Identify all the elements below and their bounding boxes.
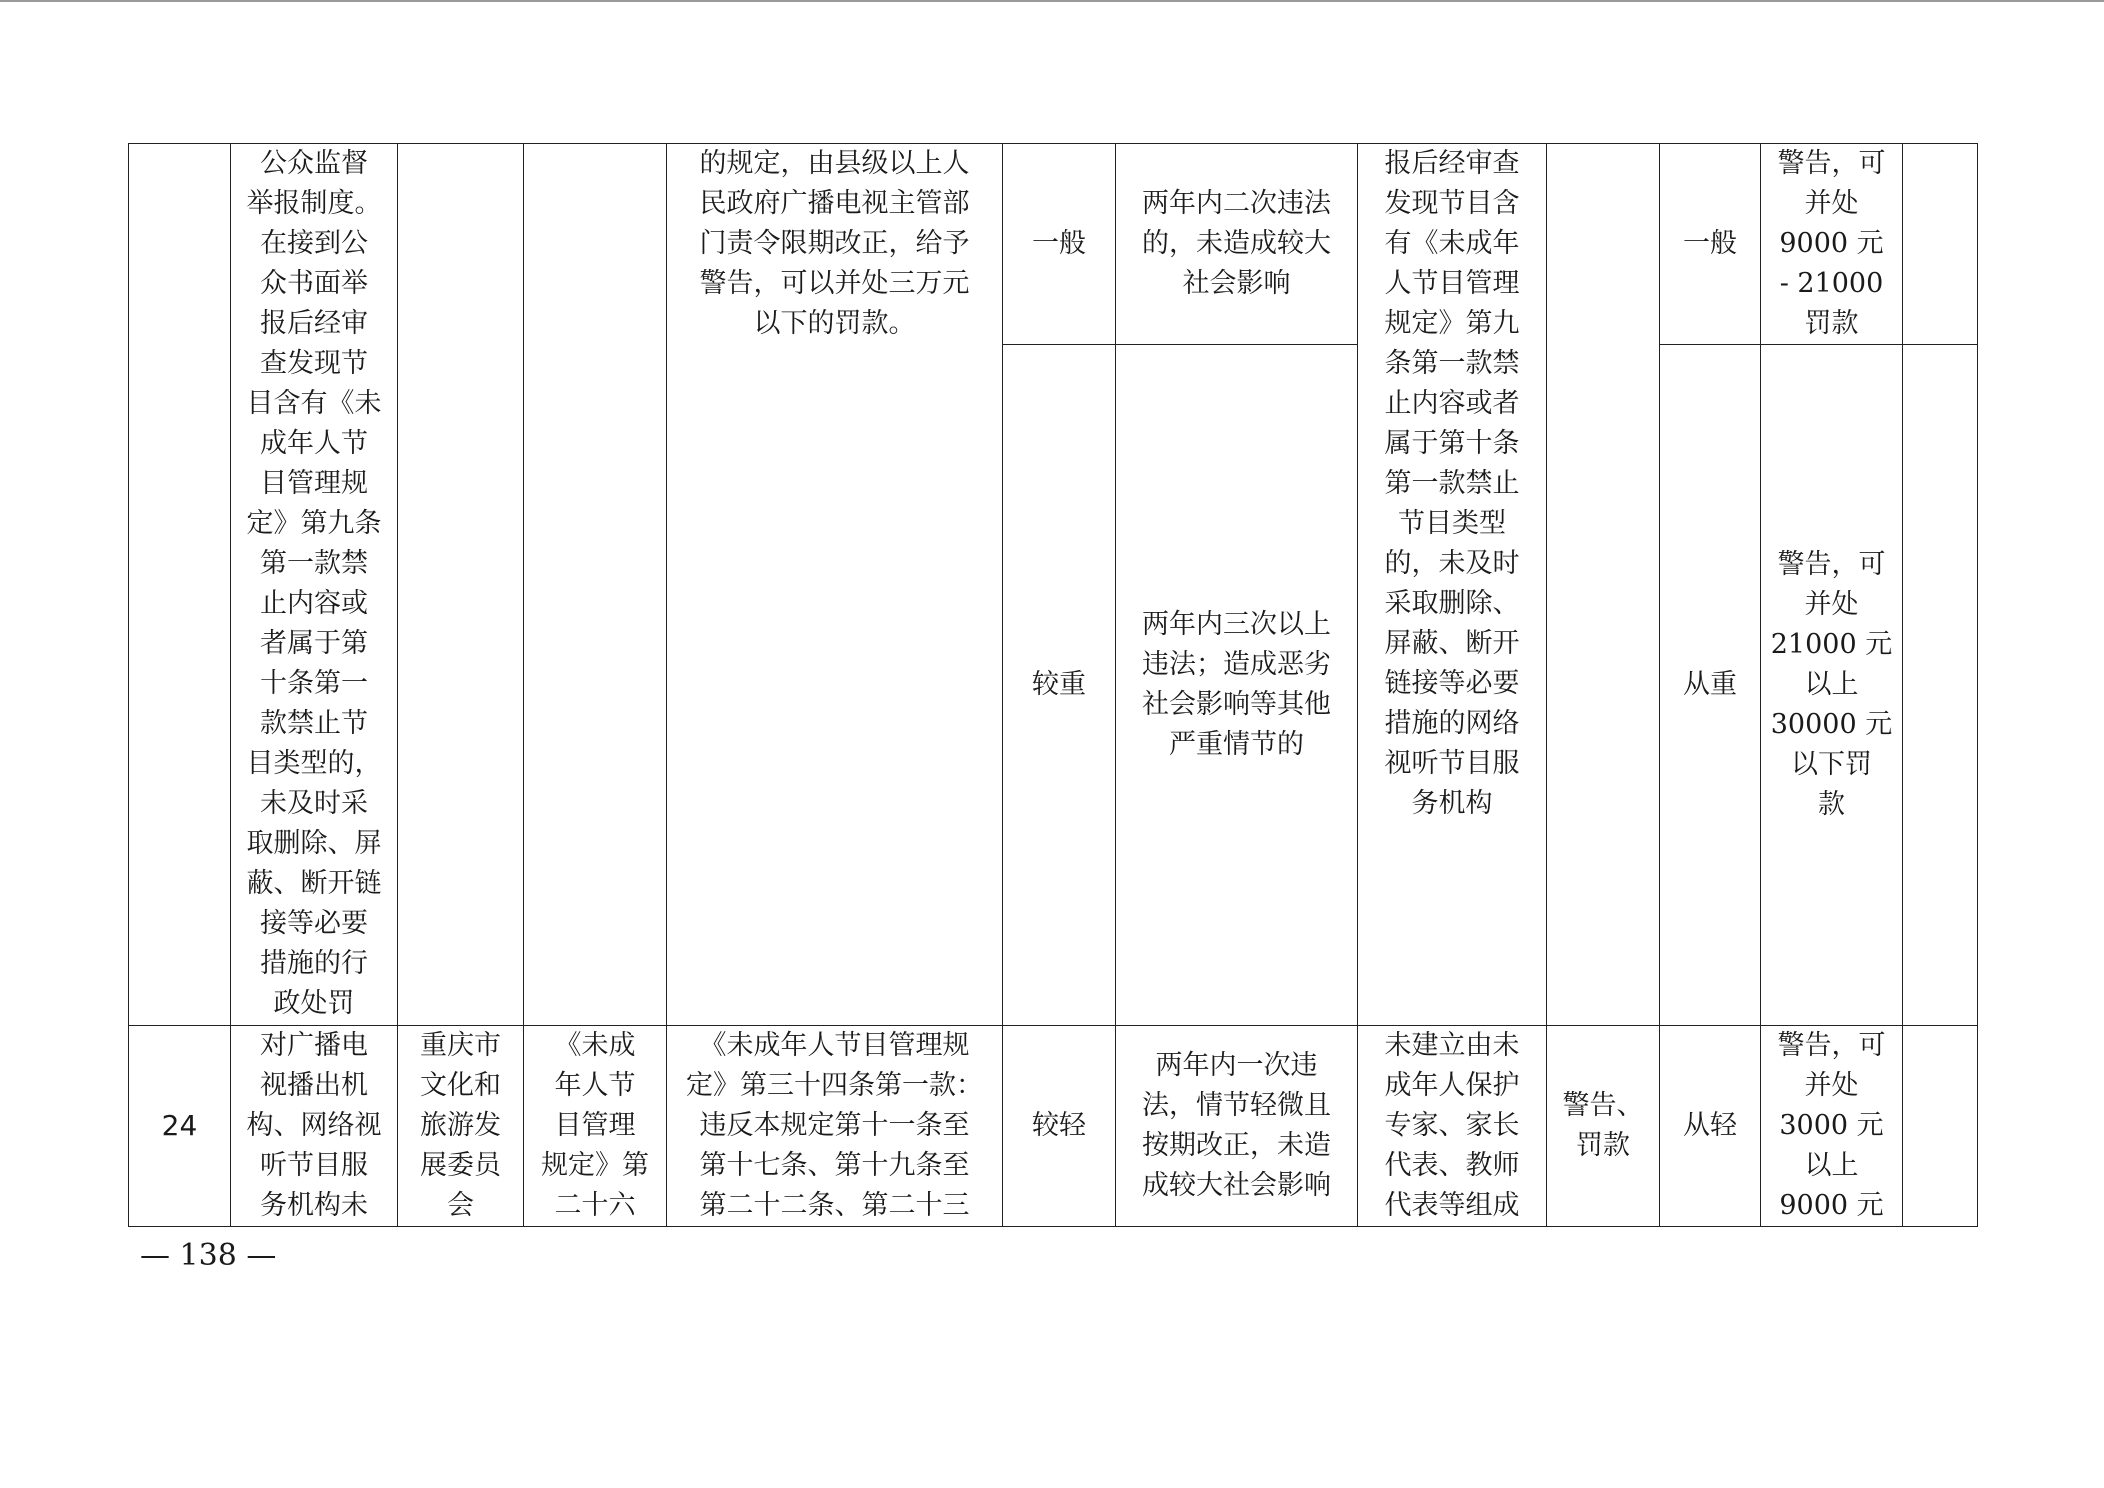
- page-top-rule: [0, 0, 2104, 2]
- penalty-amount-cell: 警告，可 并处 3000 元 以上 9000 元: [1761, 1026, 1903, 1227]
- penalty-provision-cell: 《未成年人节目管理规 定》第三十四条第一款： 违反本规定第十一条至 第十七条、第十九条至 第二十二条、第二十三: [667, 1026, 1003, 1227]
- violation-degree-cell: 较轻: [1003, 1026, 1116, 1227]
- violation-standard-cell: 两年内三次以上 违法；造成恶劣 社会影响等其他 严重情节的: [1116, 345, 1358, 1026]
- item-name-cell: 对广播电 视播出机 构、网络视 听节目服 务机构未: [231, 1026, 398, 1227]
- table-row: [129, 144, 1978, 345]
- violation-degree-cell: 较重: [1003, 345, 1116, 1026]
- remarks-cell: [1903, 1026, 1978, 1227]
- violation-standard-cell: 两年内二次违法 的，未造成较大 社会影响: [1116, 144, 1358, 345]
- penalty-type-cell: [1547, 144, 1660, 1026]
- discretion-level-cell: 从轻: [1660, 1026, 1761, 1227]
- enforcement-department-cell: [398, 144, 524, 1026]
- discretion-level-cell: 一般: [1660, 144, 1761, 345]
- discretion-level-cell: 从重: [1660, 345, 1761, 1026]
- legal-basis-cell: 《未成 年人节 目管理 规定》第 二十六: [524, 1026, 667, 1227]
- table-row: [129, 1026, 1978, 1227]
- serial-number-cell: [129, 144, 231, 1026]
- enforcement-department-cell: 重庆市 文化和 旅游发 展委员 会: [398, 1026, 524, 1227]
- serial-number-cell: 24: [129, 1026, 231, 1227]
- remarks-cell: [1903, 345, 1978, 1026]
- legal-basis-cell: [524, 144, 667, 1026]
- page-number: — 138 —: [140, 1238, 277, 1273]
- penalty-provision-cell: 的规定，由县级以上人 民政府广播电视主管部 门责令限期改正，给予 警告，可以并处三万元 以下的罚款。: [667, 144, 1003, 1026]
- circumstance-cell: 未建立由未 成年人保护 专家、家长 代表、教师 代表等组成: [1358, 1026, 1547, 1227]
- circumstance-cell: 报后经审查 发现节目含 有《未成年 人节目管理 规定》第九 条第一款禁 止内容或者 属于第十条 第一款禁止 节目类型 的，未及时 采取删除、 屏蔽、断开 链接等必要 措施的网络 视听节目服 务机构: [1358, 144, 1547, 1026]
- penalty-type-cell: 警告、 罚款: [1547, 1026, 1660, 1227]
- violation-standard-cell: 两年内一次违 法，情节轻微且 按期改正，未造 成较大社会影响: [1116, 1026, 1358, 1227]
- penalty-amount-cell: 警告，可 并处 21000 元 以上 30000 元 以下罚 款: [1761, 345, 1903, 1026]
- violation-degree-cell: 一般: [1003, 144, 1116, 345]
- item-name-cell: 公众监督 举报制度。 在接到公 众书面举 报后经审 查发现节 目含有《未 成年人节 目管理规 定》第九条 第一款禁 止内容或 者属于第 十条第一 款禁止节 目类型的， 未及时采 取删除、屏 蔽、断开链 接等必要 措施的行 政处罚: [231, 144, 398, 1026]
- penalty-standard-table: [128, 143, 1978, 1227]
- remarks-cell: [1903, 144, 1978, 345]
- penalty-amount-cell: 警告，可 并处 9000 元 - 21000 罚款: [1761, 144, 1903, 345]
